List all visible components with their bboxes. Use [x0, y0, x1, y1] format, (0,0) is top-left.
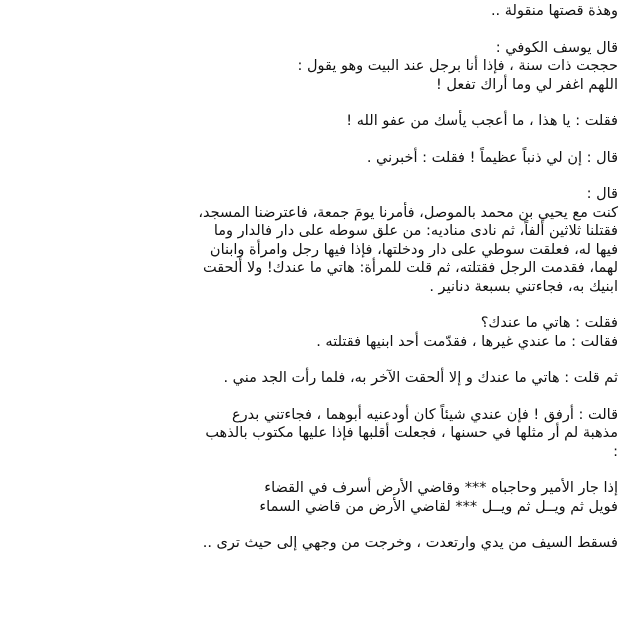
text-line: فقلت : يا هذا ، ما أعجب يأسك من عفو الله !	[346, 113, 618, 129]
text-line: فقالت : ما عندي غيرها ، فقدّمت أحد ابنيها فقتلته .	[316, 333, 618, 350]
text-line: اللهم اغفر لي وما أراك تفعل !	[435, 76, 618, 93]
text-line: مذهبة لم أر مثلها في حسنها ، فجعلت أقلبها فإذا عليها مكتوب بالذهب	[205, 425, 618, 441]
text-line: فسقط السيف من يدي وارتعدت ، وخرجت من وجهي إلى حيث ترى ..	[202, 535, 618, 551]
text-line: قال : إن لي ذنباً عظيماً ! فقلت : أخبرني .	[366, 149, 618, 166]
text-line: فقتلنا ثلاثين ألفاً، ثم نادى مناديه: من علق سوطه على دار فالدار وما	[213, 223, 618, 239]
story-paragraph	[22, 185, 618, 296]
text-line: كنت مع يحيي بن محمد بالموصل، فأمرنا يومَ جمعة، فاعترضنا المسجد،	[198, 204, 618, 221]
text-line: قالت : أرفق ! فإن عندي شيئاً كان أودعنيه أبوهما ، فجاءتني بدرع	[231, 406, 618, 423]
text-line: :	[613, 443, 618, 460]
dialogue-paragraph	[22, 314, 618, 351]
poem-verse: إذا جار الأمير وحاجباه *** وقاضي الأرض أسرف في القضاء	[264, 480, 618, 496]
demand-paragraph	[22, 369, 618, 388]
reply-paragraph	[22, 149, 618, 168]
text-line: فقلت : هاتي ما عندك؟	[480, 315, 618, 331]
text-line: وهذة قصتها منقولة ..	[490, 3, 618, 19]
text-line: حججت ذات سنة ، فإذا أنا برجل عند البيت وهو يقول :	[297, 58, 618, 74]
armor-paragraph	[22, 406, 618, 462]
text-line: ابنيك به، فجاءتني بسبعة دنانير .	[429, 278, 618, 295]
ending-paragraph	[22, 534, 618, 553]
text-line: قال :	[586, 186, 618, 202]
text-line: ثم قلت : هاتي ما عندك و إلا ألحقت الآخر به، فلما رأت الجد مني .	[223, 370, 618, 386]
intro-paragraph	[22, 2, 618, 21]
poem-verse: فويل ثم ويــل ثم ويــل *** لقاضي الأرض من قاضي السماء	[259, 498, 618, 515]
text-line: فيها له، فعلقت سوطي على دار ودخلتها، فإذا فيها رجل وامرأة وابنان	[209, 241, 618, 258]
question-paragraph	[22, 112, 618, 131]
text-line: قال يوسف الكوفي :	[495, 39, 618, 56]
narrator-paragraph	[22, 39, 618, 95]
poem-paragraph	[22, 479, 618, 516]
text-line: لهما، فقدمت الرجل فقتلته، ثم قلت للمرأة: هاتي ما عندك! ولا ألحقت	[202, 260, 618, 276]
